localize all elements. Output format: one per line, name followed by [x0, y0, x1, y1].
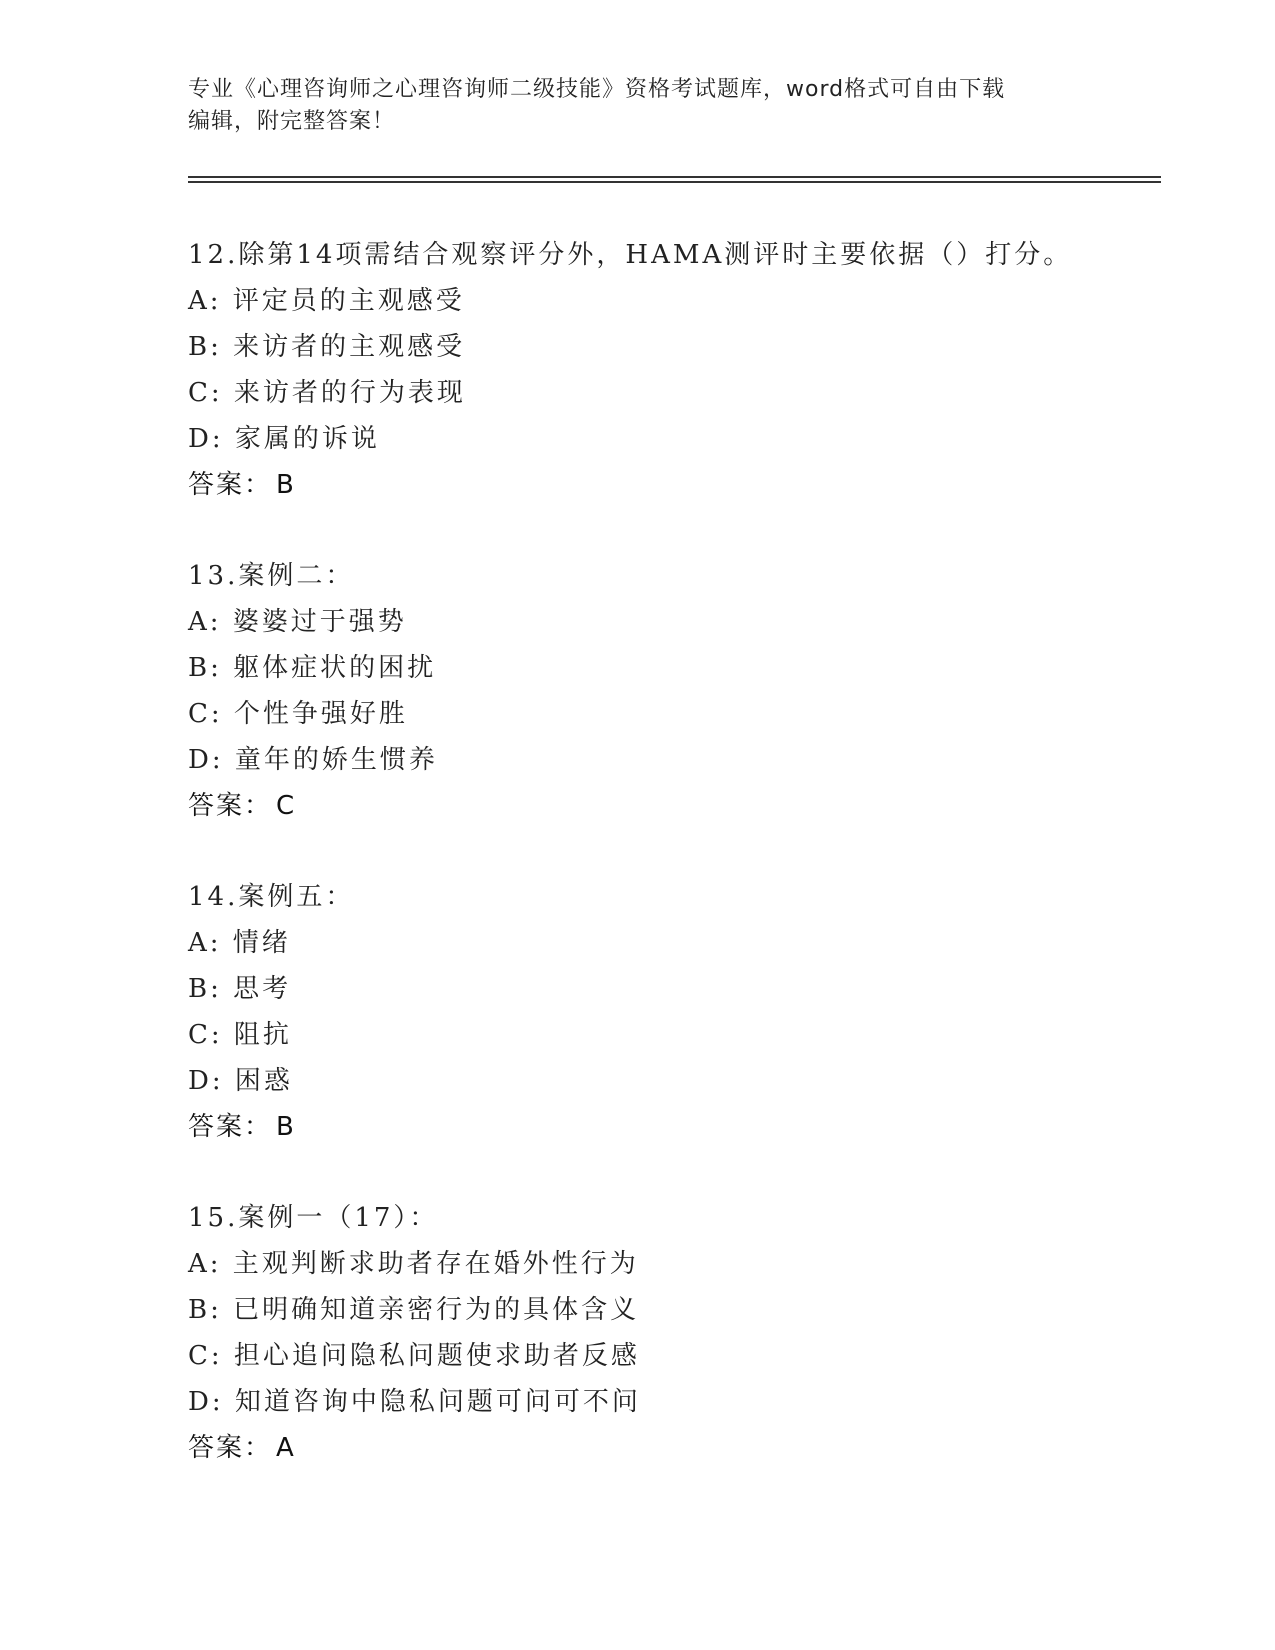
option-d: D: 知道咨询中隐私问题可问可不问: [188, 1387, 641, 1417]
header-line-1: 专业《心理咨询师之心理咨询师二级技能》资格考试题库，word格式可自由下载: [188, 77, 1006, 102]
option-d: D: 家属的诉说: [188, 424, 380, 454]
header-line-2: 编辑，附完整答案！: [188, 109, 396, 134]
question-title: 14.案例五：: [188, 882, 355, 912]
option-b: B: 来访者的主观感受: [188, 332, 466, 362]
option-c: C: 来访者的行为表现: [188, 378, 466, 408]
answer-line: [188, 1425, 1148, 1471]
header-divider-top: [188, 176, 1161, 178]
option-c: C: 阻抗: [188, 1020, 292, 1050]
answer-line: [188, 462, 1148, 508]
document-header: [188, 74, 1068, 138]
answer-label: 答案：: [188, 791, 273, 821]
option-b: B: 思考: [188, 974, 292, 1004]
question-block: [188, 1195, 1148, 1471]
answer-value: B: [276, 1112, 294, 1142]
option-a: A: 主观判断求助者存在婚外性行为: [188, 1249, 639, 1279]
option-a: A: 评定员的主观感受: [188, 286, 465, 316]
answer-label: 答案：: [188, 470, 273, 500]
question-block: [188, 553, 1148, 829]
question-block: [188, 874, 1148, 1150]
option-b: B: 已明确知道亲密行为的具体含义: [188, 1295, 640, 1325]
answer-line: [188, 783, 1148, 829]
question-title: 13.案例二：: [188, 561, 355, 591]
answer-label: 答案：: [188, 1112, 273, 1142]
option-a: A: 情绪: [188, 928, 291, 958]
header-divider-bottom: [188, 181, 1161, 183]
option-d: D: 童年的娇生惯养: [188, 745, 438, 775]
question-title: 12.除第14项需结合观察评分外，HAMA测评时主要依据（）打分。: [188, 240, 1073, 270]
option-a: A: 婆婆过于强势: [188, 607, 407, 637]
option-c: C: 担心追问隐私问题使求助者反感: [188, 1341, 640, 1371]
question-block: [188, 232, 1148, 508]
option-c: C: 个性争强好胜: [188, 699, 408, 729]
answer-label: 答案：: [188, 1433, 273, 1463]
answer-value: C: [276, 791, 295, 821]
question-title: 15.案例一（17）：: [188, 1203, 439, 1233]
answer-value: B: [276, 470, 294, 500]
option-b: B: 躯体症状的困扰: [188, 653, 437, 683]
answer-value: A: [276, 1433, 294, 1463]
answer-line: [188, 1104, 1148, 1150]
option-d: D: 困惑: [188, 1066, 293, 1096]
